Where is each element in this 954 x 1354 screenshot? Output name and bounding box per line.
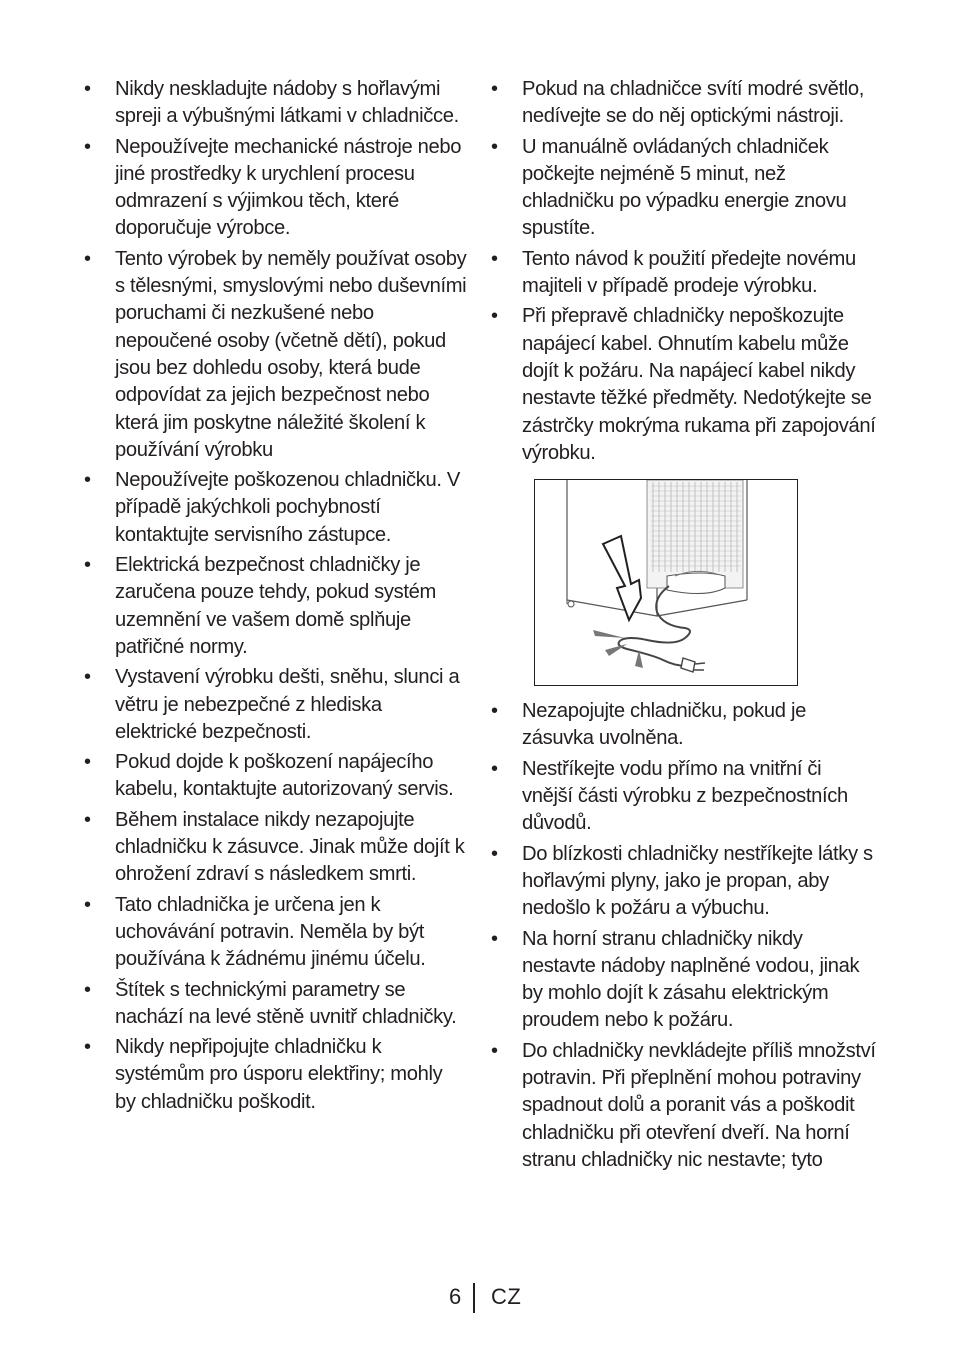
right-bullet-list-bottom <box>491 698 876 1174</box>
list-item <box>491 841 876 923</box>
fridge-back-icon <box>535 480 797 685</box>
list-item-text: Pokud na chladničce svítí modré světlo, nedívejte se do něj optickými nástroji. <box>522 78 865 128</box>
list-item <box>84 76 468 131</box>
list-item <box>491 246 876 301</box>
list-item <box>84 467 468 549</box>
list-item <box>84 977 468 1032</box>
bullet-icon: • <box>491 700 498 723</box>
list-item <box>84 892 468 974</box>
list-item <box>84 664 468 746</box>
left-column <box>84 76 468 1119</box>
bullet-icon: • <box>84 1036 91 1059</box>
list-item-text: Nepoužívejte poškozenou chladničku. V případě jakýchkoli pochybností kontaktujte servisního zástupce. <box>115 469 461 546</box>
bullet-icon: • <box>491 247 498 270</box>
right-column <box>491 76 876 1177</box>
bullet-icon: • <box>491 305 498 328</box>
bullet-icon: • <box>84 469 91 492</box>
list-item <box>491 76 876 131</box>
list-item <box>491 134 876 243</box>
page-number: 6 <box>449 1284 462 1309</box>
list-item-text: Vystavení výrobku dešti, sněhu, slunci a větru je nebezpečné z hlediska elektrické bezpečnosti. <box>115 666 460 743</box>
bullet-icon: • <box>84 751 91 774</box>
bullet-icon: • <box>491 757 498 780</box>
list-item-text: Tento výrobek by neměly používat osoby s tělesnými, smyslovými nebo duševními poruchami či nezkušené nebo nepoučené osoby (včetně dětí), pokud jsou bez dohledu osoby, která bude odpovídat za jejich bezpečnost nebo která jim poskytne náležité školení k používání výrobku <box>115 247 467 461</box>
bullet-icon: • <box>491 135 498 158</box>
left-bullet-list <box>84 76 468 1116</box>
list-item <box>84 749 468 804</box>
fridge-cable-illustration <box>534 479 798 686</box>
list-item <box>84 807 468 889</box>
list-item <box>84 552 468 661</box>
list-item <box>491 303 876 467</box>
list-item-text: Při přepravě chladničky nepoškozujte napájecí kabel. Ohnutím kabelu může dojít k požáru. Na napájecí kabel nikdy nestavte těžké předměty. Nedotýkejte se zástrčky mokrýma rukama při zapojování výrobku. <box>522 305 876 464</box>
list-item <box>84 134 468 243</box>
footer-divider <box>473 1283 475 1313</box>
list-item <box>491 698 876 753</box>
list-item-text: Na horní stranu chladničky nikdy nestavte nádoby naplněné vodou, jinak by mohlo dojít k zásahu elektrickým proudem nebo k požáru. <box>522 927 860 1032</box>
list-item-text: Pokud dojde k poškození napájecího kabelu, kontaktujte autorizovaný servis. <box>115 751 454 801</box>
list-item <box>84 1034 468 1116</box>
list-item-text: Štítek s technickými parametry se nachází na levé stěně uvnitř chladničky. <box>115 978 457 1028</box>
list-item <box>491 926 876 1035</box>
list-item-text: Během instalace nikdy nezapojujte chladničku k zásuvce. Jinak může dojít k ohrožení zdraví s následkem smrti. <box>115 808 465 886</box>
list-item-text: Nikdy nepřipojujte chladničku k systémům pro úsporu elektřiny; mohly by chladničku poškodit. <box>115 1036 443 1113</box>
language-code: CZ <box>491 1284 522 1309</box>
list-item-text: Do blízkosti chladničky nestříkejte látky s hořlavými plyny, jako je propan, aby nedošlo k požáru a výbuchu. <box>522 842 873 920</box>
bullet-icon: • <box>84 808 91 831</box>
bullet-icon: • <box>491 78 498 100</box>
list-item-text: Nestříkejte vodu přímo na vnitřní či vnější části výrobku z bezpečnostních důvodů. <box>522 757 848 835</box>
list-item <box>84 246 468 464</box>
list-item-text: Nepoužívejte mechanické nástroje nebo jiné prostředky k urychlení procesu odmrazení s výjimkou těch, které doporučuje výrobce. <box>115 135 462 240</box>
bullet-icon: • <box>491 842 498 865</box>
bullet-icon: • <box>491 927 498 950</box>
list-item-text: Tento návod k použití předejte novému majiteli v případě prodeje výrobku. <box>522 247 856 298</box>
list-item-text: Nezapojujte chladničku, pokud je zásuvka uvolněna. <box>522 700 806 750</box>
bullet-icon: • <box>84 78 91 100</box>
bullet-icon: • <box>84 666 91 689</box>
list-item-text: Tato chladnička je určena jen k uchovávání potravin. Neměla by být používána k žádnému jinému účelu. <box>115 893 426 971</box>
right-bullet-list-top <box>491 76 876 467</box>
list-item-text: Elektrická bezpečnost chladničky je zaručena pouze tehdy, pokud systém uzemnění ve vašem domě splňuje patřičné normy. <box>115 554 437 658</box>
list-item-text: Do chladničky nevkládejte příliš množství potravin. Při přeplnění mohou potraviny spadnout dolů a poranit vás a poškodit chladničku při otevření dveří. Na horní stranu chladničky nic nestavte; tyto <box>522 1039 876 1171</box>
list-item <box>491 756 876 838</box>
bullet-icon: • <box>84 893 91 916</box>
list-item <box>491 1038 876 1174</box>
bullet-icon: • <box>84 247 91 270</box>
bullet-icon: • <box>84 135 91 158</box>
list-item-text: Nikdy neskladujte nádoby s hořlavými spreji a výbušnými látkami v chladničce. <box>115 78 459 128</box>
list-item-text: U manuálně ovládaných chladniček počkejte nejméně 5 minut, než chladničku po výpadku energie znovu spustíte. <box>522 135 847 240</box>
bullet-icon: • <box>84 978 91 1001</box>
page-footer <box>0 1284 954 1314</box>
bullet-icon: • <box>491 1039 498 1062</box>
bullet-icon: • <box>84 554 91 577</box>
